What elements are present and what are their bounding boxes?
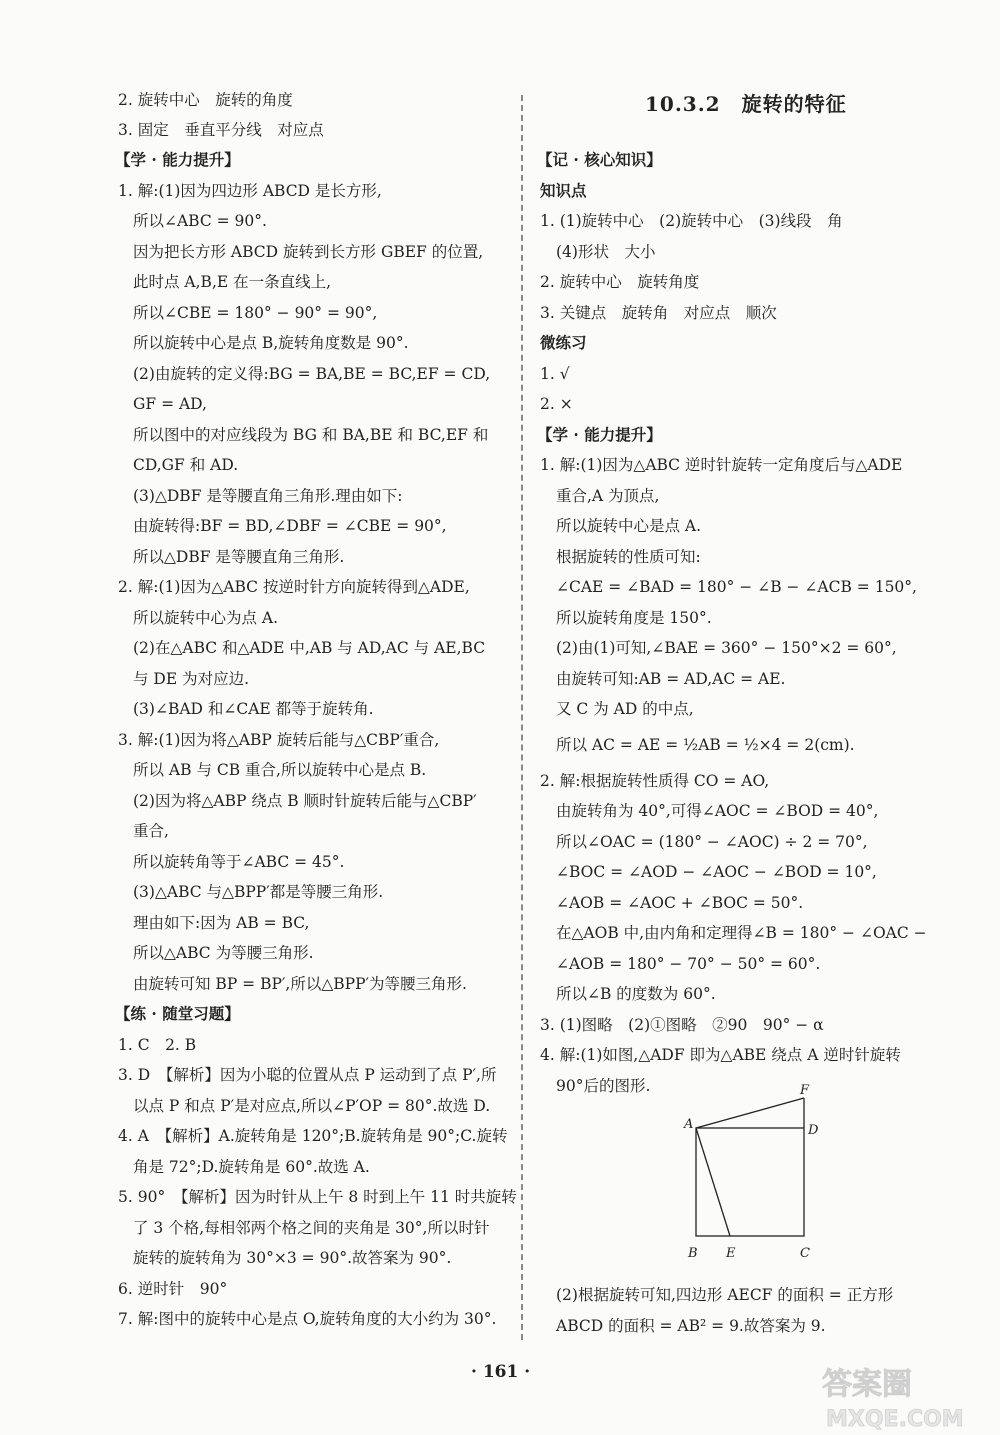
label-f: F bbox=[800, 1083, 810, 1098]
text-line: (4)形状 大小 bbox=[556, 243, 656, 261]
text-line: 3. (1)图略 (2)①图略 ②90 90° − α bbox=[540, 1016, 824, 1034]
section-heading: 【记 · 核心知识】 bbox=[537, 150, 662, 169]
text-line: 所以∠B 的度数为 60°. bbox=[556, 985, 716, 1003]
text-line: 2. 旋转中心 旋转角度 bbox=[540, 273, 700, 291]
text-line: 因为把长方形 ABCD 旋转到长方形 GBEF 的位置, bbox=[133, 243, 484, 261]
section-heading: 【学 · 能力提升】 bbox=[115, 150, 240, 169]
text-line: 重合, bbox=[133, 822, 169, 840]
text-line: 所以△ABC 为等腰三角形. bbox=[133, 944, 314, 962]
rotation-figure bbox=[670, 1080, 830, 1265]
text-line: 所以∠CBE = 180° − 90° = 90°, bbox=[133, 304, 378, 322]
section-heading: 【学 · 能力提升】 bbox=[537, 425, 662, 444]
text-line: 由旋转角为 40°,可得∠AOC = ∠BOD = 40°, bbox=[556, 802, 879, 820]
text-line: 2. 解:根据旋转性质得 CO = AO, bbox=[540, 772, 770, 790]
section-heading: 知识点 bbox=[540, 181, 587, 200]
text-line: 3. 关键点 旋转角 对应点 顺次 bbox=[540, 304, 777, 322]
text-line: 3. D 【解析】因为小聪的位置从点 P 运动到了点 P′,所 bbox=[118, 1066, 497, 1084]
text-line: 3. 固定 垂直平分线 对应点 bbox=[118, 121, 324, 139]
text-line: 所以图中的对应线段为 BG 和 BA,BE 和 BC,EF 和 bbox=[133, 426, 489, 444]
text-line: 3. 解:(1)因为将△ABP 旋转后能与△CBP′重合, bbox=[118, 731, 440, 749]
section-heading: 【练 · 随堂习题】 bbox=[115, 1004, 240, 1023]
text-line: 在△AOB 中,由内角和定理得∠B = 180° − ∠OAC − bbox=[556, 924, 927, 942]
text-line: 2. × bbox=[540, 395, 573, 413]
label-e: E bbox=[726, 1246, 736, 1261]
text-line: 6. 逆时针 90° bbox=[118, 1280, 228, 1298]
label-d: D bbox=[808, 1123, 819, 1138]
text-line: 与 DE 为对应边. bbox=[133, 670, 250, 688]
watermark-logo bbox=[820, 1360, 995, 1432]
text-line: 1. (1)旋转中心 (2)旋转中心 (3)线段 角 bbox=[540, 212, 843, 230]
text-line: 所以旋转中心是点 B,旋转角度数是 90°. bbox=[133, 334, 409, 352]
text-line: (2)在△ABC 和△ADE 中,AB 与 AD,AC 与 AE,BC bbox=[133, 639, 486, 657]
square-abcd bbox=[696, 1128, 804, 1236]
text-line: 此时点 A,B,E 在一条直线上, bbox=[133, 273, 332, 291]
text-line: 2. 解:(1)因为△ABC 按逆时针方向旋转得到△ADE, bbox=[118, 578, 470, 596]
segment-ae bbox=[696, 1128, 730, 1236]
text-line: 4. 解:(1)如图,△ADF 即为△ABE 绕点 A 逆时针旋转 bbox=[540, 1046, 901, 1064]
segment-af bbox=[696, 1098, 804, 1128]
section-heading: 微练习 bbox=[540, 333, 587, 352]
text-line: 由旋转得:BF = BD,∠DBF = ∠CBE = 90°, bbox=[133, 517, 447, 535]
text-line: 角是 72°;D.旋转角是 60°.故选 A. bbox=[133, 1158, 370, 1176]
text-line: 所以旋转中心是点 A. bbox=[556, 517, 702, 535]
text-line: 理由如下:因为 AB = BC, bbox=[133, 914, 310, 932]
text-line: 90°后的图形. bbox=[556, 1077, 651, 1095]
text-line: (3)△DBF 是等腰直角三角形.理由如下: bbox=[133, 487, 403, 505]
text-line: (2)根据旋转可知,四边形 AECF 的面积 = 正方形 bbox=[556, 1286, 894, 1304]
text-line: 2. 旋转中心 旋转的角度 bbox=[118, 91, 293, 109]
text-line: ∠AOB = ∠AOC + ∠BOC = 50°. bbox=[556, 894, 804, 912]
text-line: 所以旋转角等于∠ABC = 45°. bbox=[133, 853, 345, 871]
text-line: 1. 解:(1)因为四边形 ABCD 是长方形, bbox=[118, 182, 382, 200]
page-number: · 161 · bbox=[471, 1362, 531, 1382]
text-line: 了 3 个格,每相邻两个格之间的夹角是 30°,所以时针 bbox=[133, 1219, 490, 1237]
text-line: 重合,A 为顶点, bbox=[556, 487, 660, 505]
text-line: (2)由(1)可知,∠BAE = 360° − 150°×2 = 60°, bbox=[556, 639, 897, 657]
text-line: 所以旋转角度是 150°. bbox=[556, 609, 712, 627]
label-c: C bbox=[800, 1246, 810, 1261]
section-title: 10.3.2 旋转的特征 bbox=[645, 92, 847, 116]
text-line: 以点 P 和点 P′是对应点,所以∠P′OP = 80°.故选 D. bbox=[133, 1097, 491, 1115]
text-line: 所以 AC = AE = ½AB = ½×4 = 2(cm). bbox=[556, 736, 855, 754]
text-line: (3)∠BAD 和∠CAE 都等于旋转角. bbox=[133, 700, 374, 718]
text-line: 1. √ bbox=[540, 365, 570, 383]
text-line: (2)由旋转的定义得:BG = BA,BE = BC,EF = CD, bbox=[133, 365, 491, 383]
text-line: 所以旋转中心为点 A. bbox=[133, 609, 279, 627]
watermark-bottom-text: MXQE.COM bbox=[826, 1407, 964, 1432]
text-line: 所以∠ABC = 90°. bbox=[133, 212, 267, 230]
text-line: (2)因为将△ABP 绕点 B 顺时针旋转后能与△CBP′ bbox=[133, 792, 477, 810]
text-line: 根据旋转的性质可知: bbox=[556, 548, 701, 566]
text-line: 又 C 为 AD 的中点, bbox=[556, 700, 694, 718]
text-line: 4. A 【解析】A.旋转角是 120°;B.旋转角是 90°;C.旋转 bbox=[118, 1127, 508, 1145]
text-line: (3)△ABC 与△BPP′都是等腰三角形. bbox=[133, 883, 384, 901]
text-line: 1. C 2. B bbox=[118, 1036, 197, 1054]
text-line: ∠AOB = 180° − 70° − 50° = 60°. bbox=[556, 955, 821, 973]
text-line: 由旋转可知 BP = BP′,所以△BPP′为等腰三角形. bbox=[133, 975, 467, 993]
text-line: ABCD 的面积 = AB² = 9.故答案为 9. bbox=[556, 1317, 826, 1335]
text-line: 所以 AB 与 CB 重合,所以旋转中心是点 B. bbox=[133, 761, 427, 779]
column-divider bbox=[521, 95, 523, 1340]
label-b: B bbox=[688, 1246, 698, 1261]
text-line: ∠BOC = ∠AOD − ∠AOC − ∠BOD = 10°, bbox=[556, 863, 877, 881]
text-line: 5. 90° 【解析】因为时针从上午 8 时到上午 11 时共旋转 bbox=[118, 1188, 517, 1206]
text-line: 所以△DBF 是等腰直角三角形. bbox=[133, 548, 345, 566]
text-line: ∠CAE = ∠BAD = 180° − ∠B − ∠ACB = 150°, bbox=[556, 578, 917, 596]
text-line: 1. 解:(1)因为△ABC 逆时针旋转一定角度后与△ADE bbox=[540, 456, 903, 474]
text-line: 所以∠OAC = (180° − ∠AOC) ÷ 2 = 70°, bbox=[556, 833, 868, 851]
text-line: 由旋转可知:AB = AD,AC = AE. bbox=[556, 670, 786, 688]
label-a: A bbox=[684, 1117, 694, 1132]
watermark-top-text: 答案圈 bbox=[822, 1367, 912, 1402]
text-line: 7. 解:图中的旋转中心是点 O,旋转角度的大小约为 30°. bbox=[118, 1310, 497, 1328]
text-line: GF = AD, bbox=[133, 395, 207, 413]
text-line: CD,GF 和 AD. bbox=[133, 456, 239, 474]
text-line: 旋转的旋转角为 30°×3 = 90°.故答案为 90°. bbox=[133, 1249, 452, 1267]
